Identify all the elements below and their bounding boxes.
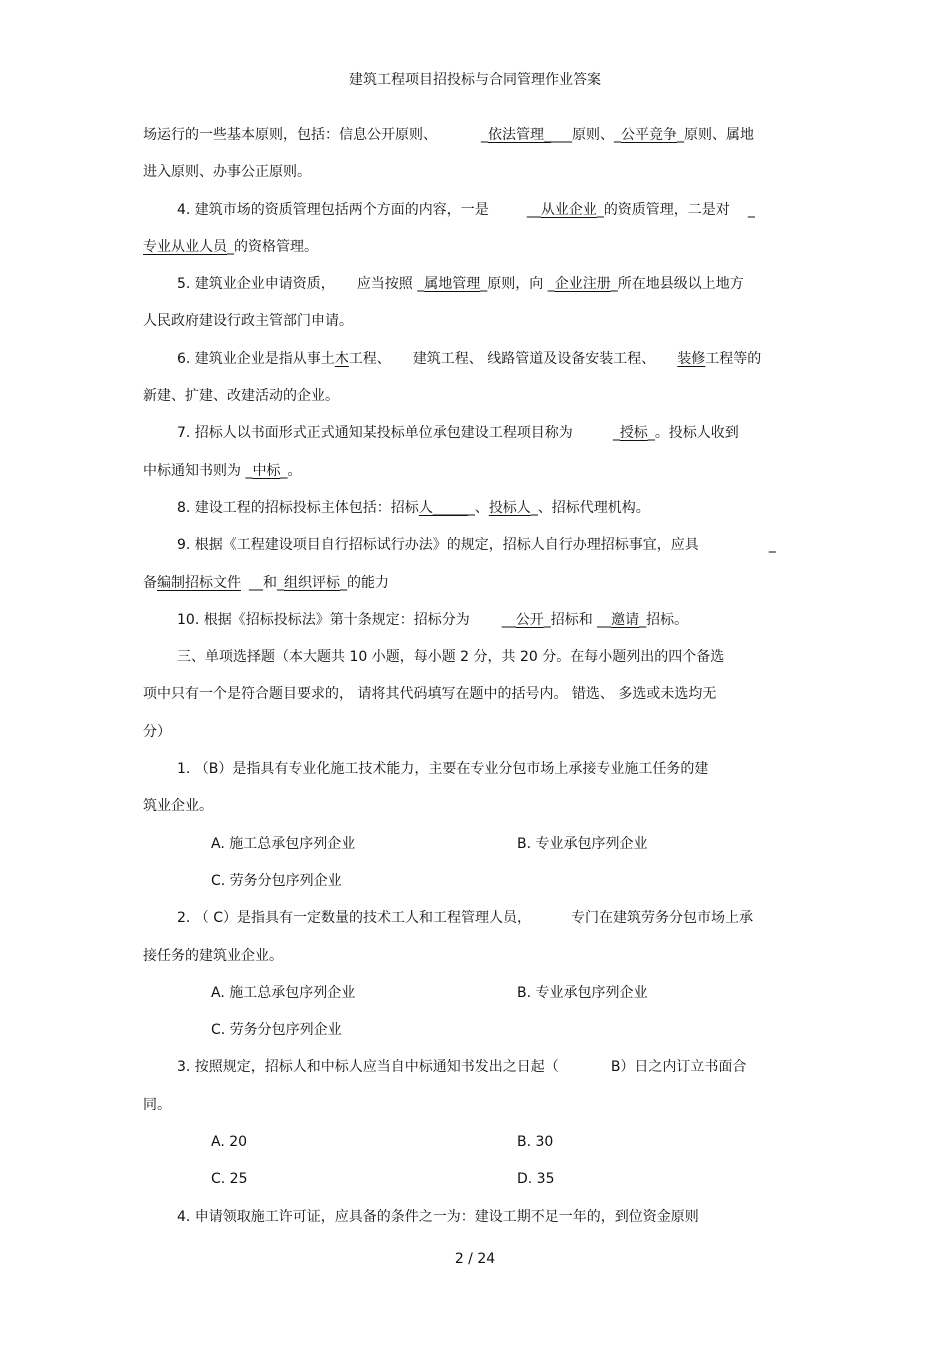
- answer-fill: 木: [334, 350, 349, 367]
- text-line: 筑业企业。: [143, 798, 213, 815]
- text: 2. （ C）是指具有一定数量的技术工人和工程管理人员，: [177, 910, 532, 927]
- text-line: 人民政府建设行政主管部门申请。: [143, 313, 353, 330]
- option-b: B. 30: [517, 1134, 554, 1151]
- text-line: [143, 495, 808, 532]
- text: _的资质管理，二是对: [596, 201, 730, 218]
- text-line: 进入原则、办事公正原则。: [143, 164, 311, 181]
- option-c: C. 25: [211, 1171, 248, 1188]
- answer-fill: 中标: [252, 462, 281, 479]
- answer-fill: 授标: [619, 425, 648, 442]
- text: __和_: [249, 574, 284, 591]
- text-line: [143, 607, 808, 644]
- option-row: [143, 831, 808, 868]
- text-line: [143, 234, 808, 271]
- option-b: B. 专业承包序列企业: [517, 835, 648, 852]
- option-row: [143, 868, 808, 905]
- answer-fill: 依法管理: [488, 127, 544, 143]
- answer-fill: 公平竞争: [621, 127, 677, 143]
- text-line: [143, 420, 808, 457]
- page-number: 2 / 24: [454, 1251, 496, 1267]
- option-a: A. 施工总承包序列企业: [211, 984, 356, 1001]
- text: 场运行的一些基本原则，包括：信息公开原则、: [143, 127, 437, 143]
- answer-fill: 投标人: [488, 499, 531, 516]
- text: _: [544, 127, 551, 143]
- text: _: [768, 537, 776, 554]
- option-row: [143, 1166, 808, 1203]
- text: 8. 建设工程的招标投标主体包括：招标: [177, 499, 419, 516]
- text: _。投标人收到: [647, 425, 739, 442]
- question-2: [143, 905, 808, 942]
- option-row: [143, 980, 808, 1017]
- answer-fill: 专业从业人员: [143, 238, 227, 255]
- text: 3. 按照规定，招标人和中标人应当自中标通知书发出之日起（: [177, 1059, 559, 1076]
- text: 工程等的: [705, 350, 762, 367]
- text: _: [481, 127, 488, 143]
- answer-fill: 人_____: [418, 499, 468, 516]
- answer-fill: 编制招标文件: [157, 574, 241, 591]
- text-line: [143, 570, 808, 607]
- text: _。: [280, 462, 302, 479]
- text: 专门在建筑劳务分包市场上承: [571, 910, 754, 927]
- text: 备: [143, 574, 157, 591]
- text: _招标和 __: [543, 611, 612, 628]
- answer-fill: 装修: [677, 350, 706, 367]
- text-line: [143, 458, 808, 495]
- text-line: 新建、扩建、改建活动的企业。: [143, 388, 339, 405]
- text: 4. 建筑市场的资质管理包括两个方面的内容，一是: [177, 201, 489, 218]
- text: _招标。: [639, 611, 689, 628]
- section-heading: 三、单项选择题（本大题共 10 小题，每小题 2 分，共 20 分。在每小题列出的四个备选: [177, 649, 725, 666]
- text: _: [612, 425, 620, 442]
- option-d: D. 35: [517, 1171, 555, 1188]
- option-b: B. 专业承包序列企业: [517, 984, 648, 1001]
- answer-fill: 属地管理: [424, 276, 481, 293]
- text-line: [143, 271, 808, 308]
- text: _: [747, 201, 755, 218]
- text-line: 分）: [143, 723, 171, 740]
- text: 9. 根据《工程建设项目自行招标试行办法》的规定，招标人自行办理招标事宜，应具: [177, 537, 699, 554]
- text: _的资格管理。: [227, 238, 318, 255]
- text-line: [143, 122, 808, 159]
- text: __: [526, 201, 541, 218]
- question-3: [143, 1054, 808, 1091]
- text: 7. 招标人以书面形式正式通知某投标单位承包建设工程项目称为: [177, 425, 573, 442]
- option-row: [143, 1129, 808, 1166]
- text: _、: [467, 499, 489, 516]
- answer-fill: 公开: [515, 611, 544, 628]
- text: B）日之内订立书面合: [610, 1059, 747, 1076]
- option-row: [143, 1017, 808, 1054]
- text: __: [501, 611, 516, 628]
- text: 工程、: [348, 350, 391, 367]
- answer-fill: 从业企业: [540, 201, 597, 218]
- answer-fill: 企业注册: [554, 276, 611, 293]
- page-header-title: 建筑工程项目招投标与合同管理作业答案: [349, 72, 601, 88]
- text-line: [143, 346, 808, 383]
- option-a: A. 20: [211, 1134, 248, 1151]
- text: _所在地县级以上地方: [610, 276, 744, 293]
- text: 应当按照 _: [356, 276, 425, 293]
- text-line: [143, 532, 808, 569]
- text: _原则，向 _: [480, 276, 555, 293]
- option-c: C. 劳务分包序列企业: [211, 872, 342, 889]
- document-body: [143, 122, 808, 1241]
- text-line: 同。: [143, 1096, 171, 1113]
- option-c: C. 劳务分包序列企业: [211, 1022, 342, 1039]
- text-line: 接任务的建筑业企业。: [143, 947, 283, 964]
- text: ___原则、_: [551, 127, 621, 143]
- text: 6. 建筑业企业是指从事土: [177, 350, 335, 367]
- option-a: A. 施工总承包序列企业: [211, 835, 356, 852]
- text: 5. 建筑业企业申请资质，: [177, 276, 335, 293]
- question-4: 4. 申请领取施工许可证，应具备的条件之一为：建设工期不足一年的，到位资金原则: [177, 1208, 699, 1225]
- text: _、招标代理机构。: [530, 499, 650, 516]
- answer-fill: 邀请: [611, 611, 640, 628]
- text: 建筑工程、 线路管道及设备安装工程、: [412, 350, 656, 367]
- text-line: [143, 197, 808, 234]
- answer-fill: 组织评标: [284, 574, 340, 591]
- text: 10. 根据《招标投标法》第十条规定：招标分为: [177, 611, 470, 628]
- text-line: 项中只有一个是符合题目要求的， 请将其代码填写在题中的括号内。 错选、 多选或未选均无: [143, 686, 717, 703]
- text: _原则、属地: [677, 127, 754, 143]
- text: _的能力: [340, 574, 389, 591]
- text: 中标通知书则为 _: [143, 462, 253, 479]
- question-1: 1. （B）是指具有专业化施工技术能力，主要在专业分包市场上承接专业施工任务的建: [177, 761, 709, 778]
